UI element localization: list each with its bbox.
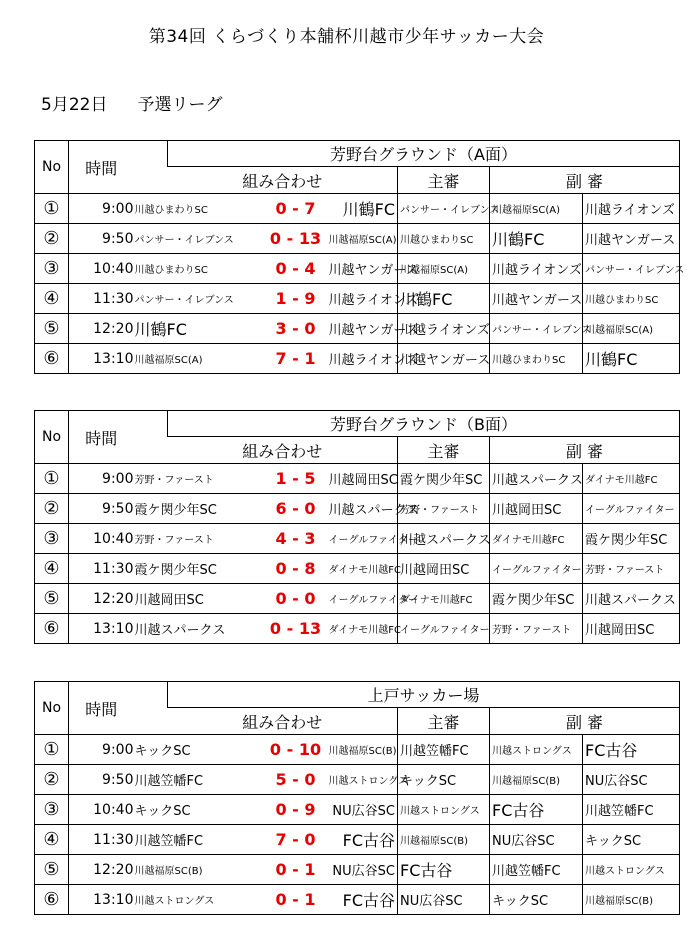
assistant-referee-header: 副 審 [490,167,680,194]
time-header: 時間 [69,682,134,735]
match-score: 0 - 0 [264,584,328,614]
match-row [35,464,680,494]
chief-referee: 川越ひまわりSC [398,224,490,254]
match-score: 4 - 3 [264,524,328,554]
chief-referee: 川越スパークス [398,524,490,554]
match-score: 5 - 0 [264,765,328,795]
match-number: ③ [35,795,69,825]
match-score: 0 - 1 [264,885,328,915]
match-row [35,765,680,795]
match-score: 1 - 5 [264,464,328,494]
home-team: 川鶴FC [134,314,264,344]
chief-referee-header: 主審 [398,708,490,735]
home-team: 川越ひまわりSC [134,194,264,224]
match-number: ② [35,224,69,254]
kickoff-time: 12:20 [69,584,134,614]
away-team: NU広谷SC [328,795,398,825]
away-team: 川越岡田SC [328,464,398,494]
assistant-referee-1: 川越ひまわりSC [490,344,583,374]
match-number: ① [35,735,69,765]
kickoff-time: 12:20 [69,855,134,885]
match-row [35,825,680,855]
assistant-referee-1: 霞ケ関少年SC [490,584,583,614]
assistant-referee-2: 川鶴FC [583,344,680,374]
match-number: ⑤ [35,584,69,614]
assistant-referee-1: 川越笠幡FC [490,855,583,885]
ground-name: 上戸サッカー場 [168,682,680,708]
match-row [35,735,680,765]
chief-referee: 芳野・ファースト [398,494,490,524]
match-number: ③ [35,254,69,284]
home-team: 川越福原SC(B) [134,855,264,885]
chief-referee: 川越ヤンガース [398,344,490,374]
assistant-referee-1: 川越ヤンガース [490,284,583,314]
away-team: 川越福原SC(A) [328,224,398,254]
header-spacer [134,682,168,735]
match-score: 3 - 0 [264,314,328,344]
assistant-referee-1: 川越福原SC(B) [490,765,583,795]
match-row [35,584,680,614]
match-score: 0 - 7 [264,194,328,224]
chief-referee: ダイナモ川越FC [398,584,490,614]
home-team: 芳野・ファースト [134,524,264,554]
assistant-referee-1: キックSC [490,885,583,915]
away-team: ダイナモ川越FC [328,554,398,584]
match-score: 0 - 9 [264,795,328,825]
match-score: 0 - 4 [264,254,328,284]
assistant-referee-2: 川越スパークス [583,584,680,614]
home-team: 芳野・ファースト [134,464,264,494]
kickoff-time: 9:50 [69,224,134,254]
chief-referee-header: 主審 [398,167,490,194]
match-number: ① [35,464,69,494]
ground-table [34,140,685,374]
match-row [35,194,680,224]
match-number: ⑥ [35,885,69,915]
assistant-referee-2: 霞ケ関少年SC [583,524,680,554]
assistant-referee-1: イーグルファイター [490,554,583,584]
page-title: 第34回 くらづくり本舗杯川越市少年サッカー大会 [148,27,545,47]
chief-referee: パンサー・イレブンス [398,194,490,224]
time-header: 時間 [69,411,134,464]
home-team: 川越笠幡FC [134,825,264,855]
assistant-referee-1: パンサー・イレブンス [490,314,583,344]
matchup-header: 組み合わせ [168,708,398,735]
kickoff-time: 9:50 [69,765,134,795]
assistant-referee-2: 川越笠幡FC [583,795,680,825]
matchup-header: 組み合わせ [168,437,398,464]
assistant-referee-1: FC古谷 [490,795,583,825]
chief-referee: NU広谷SC [398,885,490,915]
chief-referee-header: 主審 [398,437,490,464]
away-team: イーグルファイター [328,524,398,554]
away-team: イーグルファイター [328,584,398,614]
match-score: 6 - 0 [264,494,328,524]
assistant-referee-header: 副 審 [490,437,680,464]
match-number: ⑥ [35,614,69,644]
home-team: 川越ひまわりSC [134,254,264,284]
kickoff-time: 9:00 [69,735,134,765]
away-team: 川越ライオンズ [328,344,398,374]
chief-referee: 川鶴FC [398,284,490,314]
assistant-referee-2: FC古谷 [583,735,680,765]
match-row [35,314,680,344]
kickoff-time: 10:40 [69,524,134,554]
home-team: 川越岡田SC [134,584,264,614]
no-header: No [35,682,69,735]
assistant-referee-2: NU広谷SC [583,765,680,795]
assistant-referee-header: 副 審 [490,708,680,735]
match-row [35,494,680,524]
kickoff-time: 10:40 [69,795,134,825]
match-number: ④ [35,284,69,314]
home-team: パンサー・イレブンス [134,284,264,314]
away-team: 川鶴FC [328,194,398,224]
match-row [35,614,680,644]
kickoff-time: 9:00 [69,194,134,224]
away-team: FC古谷 [328,885,398,915]
chief-referee: 川越ライオンズ [398,314,490,344]
away-team: 川越ヤンガース [328,314,398,344]
assistant-referee-2: イーグルファイター [583,494,680,524]
assistant-referee-2: 川越ライオンズ [583,194,680,224]
match-row [35,885,680,915]
assistant-referee-2: 川越福原SC(A) [583,314,680,344]
home-team: 川越笠幡FC [134,765,264,795]
assistant-referee-1: ダイナモ川越FC [490,524,583,554]
time-header: 時間 [69,141,134,194]
match-score: 0 - 13 [264,614,328,644]
chief-referee: 川越岡田SC [398,554,490,584]
home-team: キックSC [134,735,264,765]
match-row [35,284,680,314]
match-score: 7 - 1 [264,344,328,374]
assistant-referee-1: 川鶴FC [490,224,583,254]
matchup-header: 組み合わせ [168,167,398,194]
chief-referee: FC古谷 [398,855,490,885]
header-spacer [134,141,168,194]
match-number: ⑤ [35,314,69,344]
home-team: 川越スパークス [134,614,264,644]
chief-referee: イーグルファイター [398,614,490,644]
match-row [35,344,680,374]
home-team: 川越ストロングス [134,885,264,915]
away-team: 川越ストロングス [328,765,398,795]
assistant-referee-2: 芳野・ファースト [583,554,680,584]
assistant-referee-2: 川越福原SC(B) [583,885,680,915]
away-team: 川越ヤンガース [328,254,398,284]
assistant-referee-1: NU広谷SC [490,825,583,855]
kickoff-time: 9:00 [69,464,134,494]
away-team: FC古谷 [328,825,398,855]
subheading [41,90,222,115]
assistant-referee-1: 芳野・ファースト [490,614,583,644]
chief-referee: 霞ケ関少年SC [398,464,490,494]
kickoff-time: 13:10 [69,344,134,374]
match-score: 7 - 0 [264,825,328,855]
round-label: 予選リーグ [137,95,223,115]
kickoff-time: 11:30 [69,825,134,855]
match-number: ④ [35,554,69,584]
no-header: No [35,141,69,194]
ground-name: 芳野台グラウンド（A面） [168,141,680,167]
ground-table [34,681,680,915]
match-number: ③ [35,524,69,554]
match-row [35,224,680,254]
ground-table [34,410,680,644]
match-score: 0 - 10 [264,735,328,765]
home-team: キックSC [134,795,264,825]
away-team: ダイナモ川越FC [328,614,398,644]
home-team: 川越福原SC(A) [134,344,264,374]
assistant-referee-2: 川越ひまわりSC [583,284,680,314]
kickoff-time: 9:50 [69,494,134,524]
assistant-referee-1: 川越スパークス [490,464,583,494]
chief-referee: 川越福原SC(A) [398,254,490,284]
away-team: 川越福原SC(B) [328,735,398,765]
match-number: ① [35,194,69,224]
ground-name: 芳野台グラウンド（B面） [168,411,680,437]
kickoff-time: 13:10 [69,885,134,915]
chief-referee: 川越笠幡FC [398,735,490,765]
kickoff-time: 12:20 [69,314,134,344]
home-team: 霞ケ関少年SC [134,554,264,584]
header-spacer [134,411,168,464]
assistant-referee-2: パンサー・イレブンス [583,254,680,284]
kickoff-time: 13:10 [69,614,134,644]
match-number: ⑥ [35,344,69,374]
away-team: 川越ライオンズ [328,284,398,314]
match-row [35,795,680,825]
chief-referee: 川越福原SC(B) [398,825,490,855]
match-score: 0 - 13 [264,224,328,254]
away-team: 川越スパークス [328,494,398,524]
assistant-referee-2: 川越ヤンガース [583,224,680,254]
assistant-referee-2: 川越岡田SC [583,614,680,644]
chief-referee: キックSC [398,765,490,795]
away-team: NU広谷SC [328,855,398,885]
kickoff-time: 11:30 [69,554,134,584]
match-number: ④ [35,825,69,855]
kickoff-time: 10:40 [69,254,134,284]
assistant-referee-1: 川越岡田SC [490,494,583,524]
match-row [35,855,680,885]
match-row [35,254,680,284]
chief-referee: 川越ストロングス [398,795,490,825]
match-row [35,524,680,554]
match-date: 5月22日 [41,95,108,115]
match-score: 0 - 1 [264,855,328,885]
match-score: 0 - 8 [264,554,328,584]
no-header: No [35,411,69,464]
match-number: ② [35,765,69,795]
match-score: 1 - 9 [264,284,328,314]
assistant-referee-2: ダイナモ川越FC [583,464,680,494]
kickoff-time: 11:30 [69,284,134,314]
match-number: ⑤ [35,855,69,885]
home-team: 霞ケ関少年SC [134,494,264,524]
home-team: パンサー・イレブンス [134,224,264,254]
assistant-referee-2: キックSC [583,825,680,855]
assistant-referee-1: 川越ライオンズ [490,254,583,284]
assistant-referee-1: 川越ストロングス [490,735,583,765]
assistant-referee-2: 川越ストロングス [583,855,680,885]
match-number: ② [35,494,69,524]
assistant-referee-1: 川越福原SC(A) [490,194,583,224]
match-row [35,554,680,584]
